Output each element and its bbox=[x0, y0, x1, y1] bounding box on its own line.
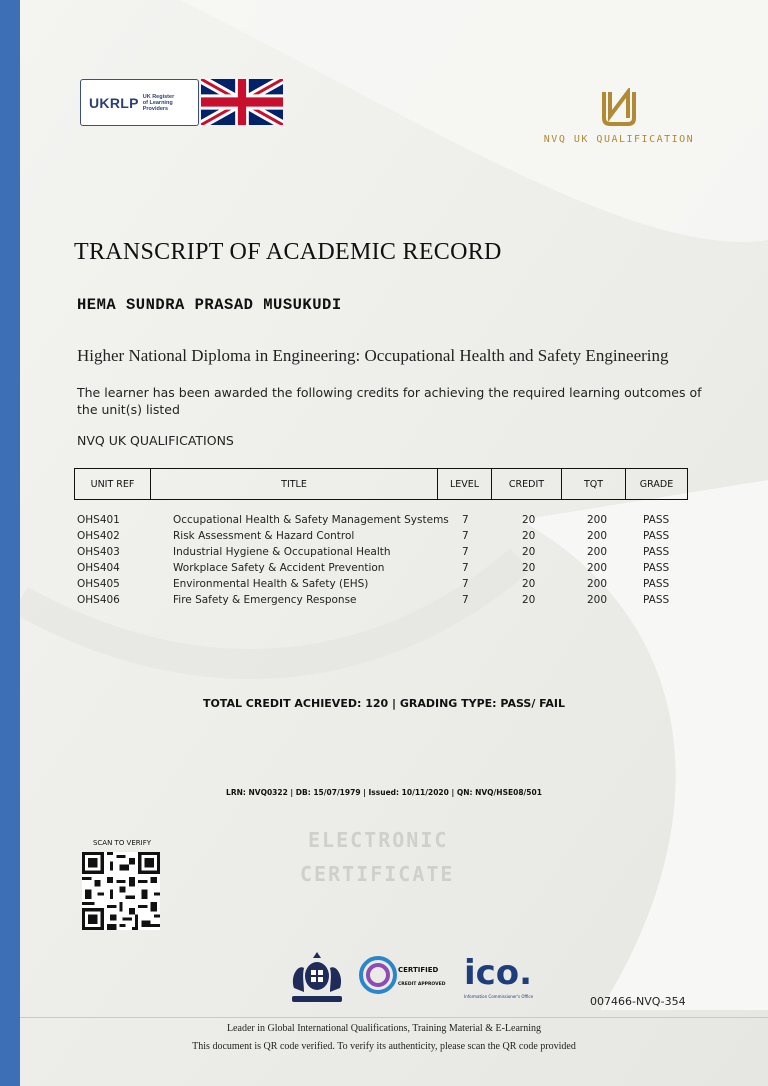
table-cell-credit: 20 bbox=[522, 514, 536, 526]
document-title: TRANSCRIPT OF ACADEMIC RECORD bbox=[74, 239, 502, 265]
nvq-logo-text: NVQ UK QUALIFICATION bbox=[543, 134, 695, 145]
royal-crest-icon bbox=[280, 948, 354, 1008]
table-cell-grade: PASS bbox=[643, 594, 670, 606]
scan-to-verify-label: SCAN TO VERIFY bbox=[92, 839, 152, 847]
intro-text: The learner has been awarded the following credits for achieving the required learning outcomes of the unit(s) listed bbox=[77, 385, 702, 417]
table-cell-tqt: 200 bbox=[587, 578, 608, 590]
table-cell-title: Fire Safety & Emergency Response bbox=[173, 594, 357, 606]
stamp-line1: ELECTRONIC bbox=[308, 828, 449, 852]
ico-subtext: Information Commissioner's Office bbox=[464, 994, 534, 999]
table-cell-tqt: 200 bbox=[587, 530, 608, 542]
table-cell-title: Industrial Hygiene & Occupational Health bbox=[173, 546, 391, 558]
ico-logo bbox=[462, 948, 542, 1002]
table-cell-level: 7 bbox=[462, 594, 469, 606]
table-cell-title: Occupational Health & Safety Management Systems bbox=[173, 514, 449, 526]
footer-verification-note: This document is QR code verified. To verify its authenticity, please scan the QR code provided bbox=[192, 1041, 576, 1052]
table-header-grade: GRADE bbox=[625, 468, 688, 500]
ukrlp-logo-subtext: UK Register of Learning Providers bbox=[142, 93, 175, 112]
table-header-tqt: TQT bbox=[561, 468, 626, 500]
ukrlp-logo bbox=[80, 79, 199, 126]
footer-tagline: Leader in Global International Qualifications, Training Material & E-Learning bbox=[226, 1023, 542, 1034]
table-cell-unit-ref: OHS403 bbox=[77, 546, 120, 558]
table-cell-level: 7 bbox=[462, 530, 469, 542]
table-cell-grade: PASS bbox=[643, 546, 670, 558]
table-cell-credit: 20 bbox=[522, 546, 536, 558]
table-cell-unit-ref: OHS405 bbox=[77, 578, 120, 590]
table-cell-grade: PASS bbox=[643, 530, 670, 542]
table-cell-level: 7 bbox=[462, 578, 469, 590]
cpd-certified-logo bbox=[358, 955, 450, 995]
uk-flag-icon bbox=[201, 79, 283, 125]
table-header-title: TITLE bbox=[150, 468, 438, 500]
table-cell-unit-ref: OHS406 bbox=[77, 594, 120, 606]
table-cell-tqt: 200 bbox=[587, 514, 608, 526]
table-cell-level: 7 bbox=[462, 546, 469, 558]
table-cell-credit: 20 bbox=[522, 562, 536, 574]
learner-meta: LRN: NVQ0322 | DB: 15/07/1979 | Issued: 10/11/2020 | QN: NVQ/HSE08/501 bbox=[226, 788, 542, 797]
table-cell-grade: PASS bbox=[643, 514, 670, 526]
table-cell-title: Environmental Health & Safety (EHS) bbox=[173, 578, 369, 590]
program-title: Higher National Diploma in Engineering: Occupational Health and Safety Engineering bbox=[77, 346, 669, 365]
ico-logo-text: ico. bbox=[464, 953, 533, 993]
table-cell-unit-ref: OHS402 bbox=[77, 530, 120, 542]
cpd-subtext: CREDIT APPROVED bbox=[398, 982, 446, 987]
table-cell-credit: 20 bbox=[522, 530, 536, 542]
left-accent-bar bbox=[0, 0, 20, 1086]
table-cell-level: 7 bbox=[462, 514, 469, 526]
table-cell-title: Risk Assessment & Hazard Control bbox=[173, 530, 355, 542]
certificate-serial: 007466-NVQ-354 bbox=[590, 995, 686, 1008]
learner-name: HEMA SUNDRA PRASAD MUSUKUDI bbox=[77, 296, 342, 314]
table-cell-tqt: 200 bbox=[587, 546, 608, 558]
ukrlp-logo-text: UKRLP bbox=[89, 94, 139, 111]
table-cell-tqt: 200 bbox=[587, 594, 608, 606]
table-cell-grade: PASS bbox=[643, 578, 670, 590]
qr-code[interactable] bbox=[82, 852, 160, 930]
table-header-credit: CREDIT bbox=[491, 468, 562, 500]
stamp-line2: CERTIFICATE bbox=[300, 862, 455, 886]
cpd-certified-text: CERTIFIED bbox=[398, 966, 439, 974]
table-cell-level: 7 bbox=[462, 562, 469, 574]
table-cell-credit: 20 bbox=[522, 594, 536, 606]
awarding-body: NVQ UK QUALIFICATIONS bbox=[77, 433, 234, 448]
table-cell-unit-ref: OHS404 bbox=[77, 562, 120, 574]
footer-divider bbox=[20, 1017, 768, 1018]
table-cell-grade: PASS bbox=[643, 562, 670, 574]
table-header-level: LEVEL bbox=[437, 468, 492, 500]
table-cell-unit-ref: OHS401 bbox=[77, 514, 120, 526]
table-header-unit-ref: UNIT REF bbox=[74, 468, 151, 500]
total-credit: TOTAL CREDIT ACHIEVED: 120 | GRADING TYPE: PASS/ FAIL bbox=[202, 697, 566, 710]
nvq-logo-icon bbox=[590, 88, 648, 128]
table-cell-tqt: 200 bbox=[587, 562, 608, 574]
table-cell-title: Workplace Safety & Accident Prevention bbox=[173, 562, 385, 574]
table-cell-credit: 20 bbox=[522, 578, 536, 590]
